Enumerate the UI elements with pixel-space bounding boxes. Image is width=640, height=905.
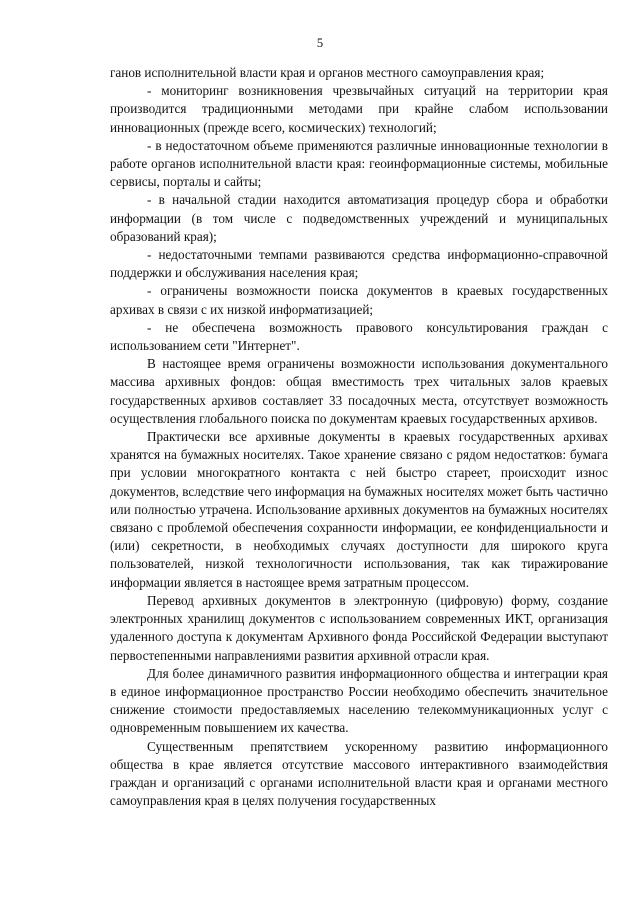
paragraph: - мониторинг возникновения чрезвычайных ситуаций на территории края производится традиционными методами при крайне слабом использовании инновационных (прежде всего, космических) технологий;	[110, 83, 608, 135]
paragraph: В настоящее время ограничены возможности использования документального массива архивных фондов: общая вместимость трех читальных залов краевых государственных архивов составляет 33 посадочных места, отсутствует возможность осуществления глобального поиска по документам краевых государственных архивов.	[110, 356, 608, 426]
document-body	[110, 64, 608, 810]
paragraph: ганов исполнительной власти края и органов местного самоуправления края;	[110, 65, 545, 80]
paragraph: - недостаточными темпами развиваются средства информационно-справочной поддержки и обслуживания населения края;	[110, 247, 608, 281]
paragraph: Перевод архивных документов в электронную (цифровую) форму, создание электронных хранилищ документов с использованием современных ИКТ, организация удаленного доступа к документам Архивного фонда Российской Федерации выступают первостепенными направлениями развития архивной отрасли края.	[110, 592, 608, 663]
paragraph: Для более динамичного развития информационного общества и интеграции края в единое информационное пространство России необходимо обеспечить значительное снижение стоимости предоставляемых населению телекоммуникационных услуг с одновременным повышением их качества.	[110, 665, 608, 736]
paragraph: - в начальной стадии находится автоматизация процедур сбора и обработки информации (в том числе с подведомственных учреждений и муниципальных образований края);	[110, 192, 608, 244]
paragraph: - не обеспечена возможность правового консультирования граждан с использованием сети "Интернет".	[110, 319, 608, 354]
paragraph: Практически все архивные документы в краевых государственных архивах хранятся на бумажных носителях. Такое хранение связано с рядом недостатков: бумага при условии многократного контакта с ней быстро стареет, происходит износ документов, вследствие чего информация на бумажных носителях может быть частично или полностью утрачена. Использование архивных документов на бумажных носителях связано с проблемой обеспечения сохранности информации, ее конфиденциальности и (или) секретности, в необходимых случаях доступности для широкого круга пользователей, низкой технологичности использования, так как тиражирование информации является в настоящее время затратным процессом.	[110, 429, 608, 590]
page-number: 5	[316, 36, 324, 50]
paragraph: Существенным препятствием ускоренному развитию информационного общества в крае является отсутствие массового интерактивного взаимодействия граждан и организаций с органами исполнительной власти края и органами местного самоуправления края в целях получения государственных	[110, 738, 608, 809]
paragraph: - ограничены возможности поиска документов в краевых государственных архивах в связи с их низкой информатизацией;	[110, 283, 608, 317]
paragraph: - в недостаточном объеме применяются различные инновационные технологии в работе органов исполнительной власти края: геоинформационные системы, мобильные сервисы, порталы и сайты;	[110, 137, 608, 190]
